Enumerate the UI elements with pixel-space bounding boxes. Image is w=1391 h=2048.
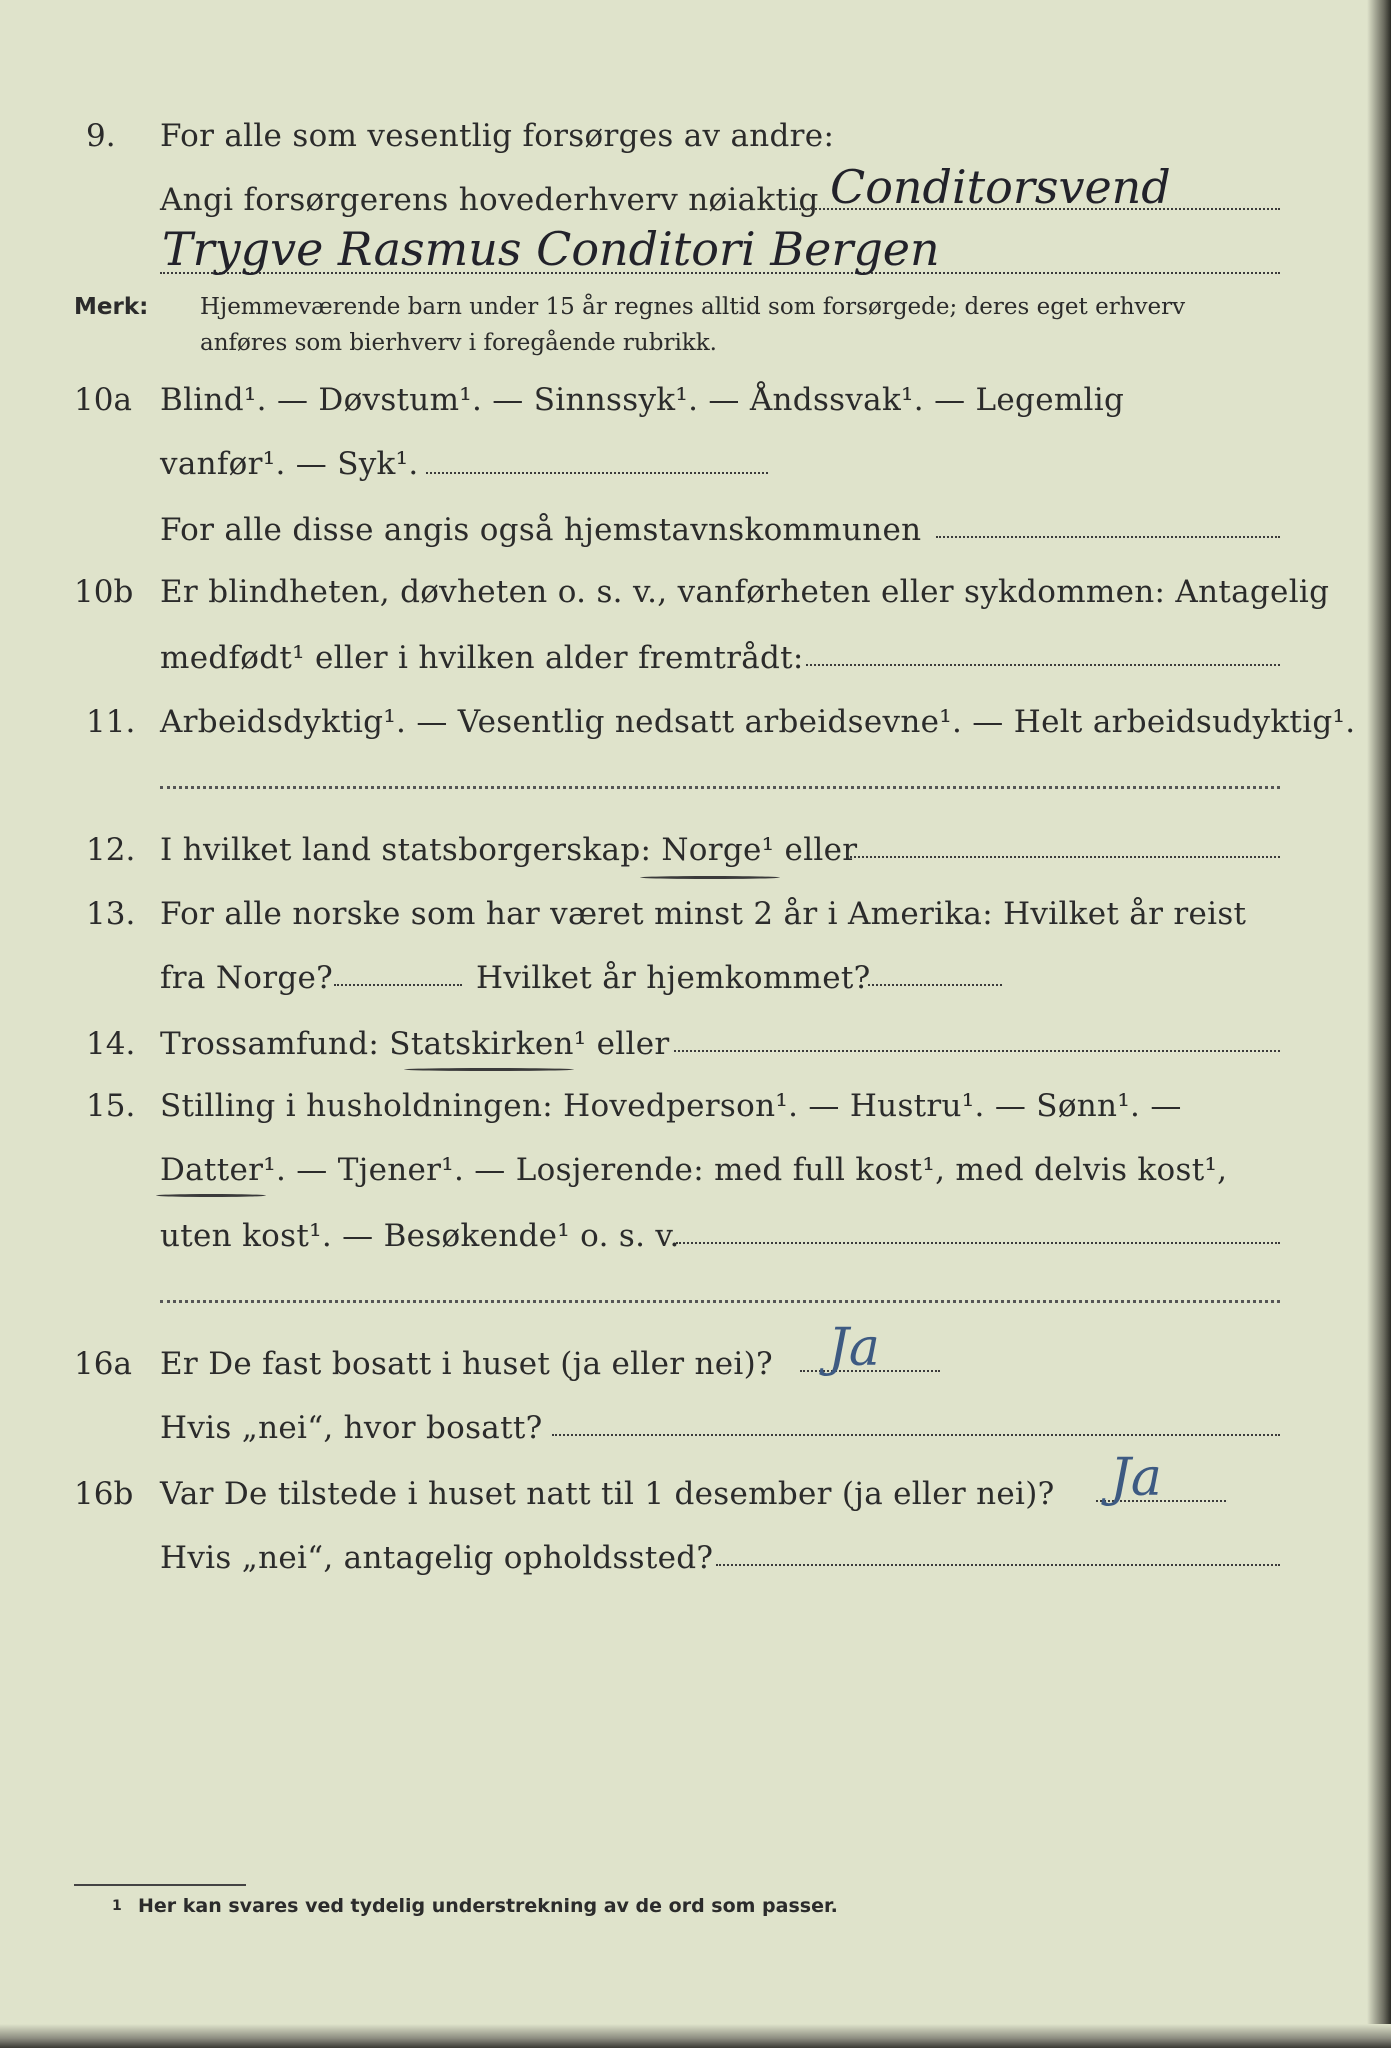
q10b-number: 10b — [74, 574, 134, 610]
q14-field[interactable] — [674, 1050, 1280, 1052]
q9-line2: Angi forsørgerens hovederhverv nøiaktig — [160, 182, 819, 218]
q16a-line2: Hvis „nei“, hvor bosatt? — [160, 1410, 543, 1446]
footnote-mark: 1 — [112, 1898, 122, 1914]
scan-edge-right — [1367, 0, 1391, 2048]
q9-handwritten-answer-line2: Trygve Rasmus Conditori Bergen — [162, 222, 940, 276]
statskirken-underline-mark — [404, 1068, 574, 1071]
q11-number: 11. — [86, 704, 136, 740]
q10b-field[interactable] — [806, 664, 1280, 666]
q10b-line2: medfødt¹ eller i hvilken alder fremtrådt: — [160, 640, 804, 676]
q15-line1: Stilling i husholdningen: Hovedperson¹. — Hustru¹. — Sønn¹. — — [160, 1088, 1182, 1124]
datter-underline-mark — [156, 1194, 266, 1197]
q15-number: 15. — [86, 1088, 136, 1124]
q12-field[interactable] — [850, 856, 1280, 858]
q12-line1: I hvilket land statsborgerskap: Norge¹ eller — [160, 832, 858, 868]
q9-line1: For alle som vesentlig forsørges av andre: — [160, 118, 835, 154]
q13-number: 13. — [86, 896, 136, 932]
q13-reist-field[interactable] — [334, 984, 462, 986]
q16b-line2: Hvis „nei“, antagelig opholdssted? — [160, 1540, 714, 1576]
q13-line2b: Hvilket år hjemkommet? — [476, 960, 871, 996]
q15-line3: uten kost¹. — Besøkende¹ o. s. v. — [160, 1218, 680, 1254]
q12-number: 12. — [86, 832, 136, 868]
q10a-syk-field[interactable] — [426, 472, 768, 474]
q16b-number: 16b — [74, 1476, 134, 1512]
q13-hjemkommet-field[interactable] — [868, 984, 1002, 986]
merk-label: Merk: — [74, 294, 149, 320]
q16b-handwritten-answer: Ja — [1110, 1448, 1162, 1508]
q15-field[interactable] — [676, 1242, 1280, 1244]
q9-handwritten-answer-line1: Conditorsvend — [830, 160, 1171, 214]
q10a-line3: For alle disse angis også hjemstavnskommunen — [160, 512, 922, 548]
merk-line2: anføres som bierhverv i foregående rubrikk. — [200, 330, 717, 356]
footnote-text: Her kan svares ved tydelig understrekning av de ord som passer. — [138, 1895, 838, 1917]
q15-extra-field[interactable] — [160, 1300, 1280, 1303]
q11-answer-field[interactable] — [160, 786, 1280, 789]
q14-line1: Trossamfund: Statskirken¹ eller — [160, 1026, 670, 1062]
q10a-line2: vanfør¹. — Syk¹. — [160, 446, 419, 482]
norge-underline-mark — [640, 876, 780, 879]
q16a-number: 16a — [74, 1346, 132, 1382]
q9-number: 9. — [86, 118, 116, 154]
q10b-line1: Er blindheten, døvheten o. s. v., vanførheten eller sykdommen: Antagelig — [160, 574, 1330, 610]
q16a-line1: Er De fast bosatt i huset (ja eller nei)? — [160, 1346, 773, 1382]
q15-line2: Datter¹. — Tjener¹. — Losjerende: med full kost¹, med delvis kost¹, — [160, 1152, 1228, 1188]
q13-line1: For alle norske som har været minst 2 år i Amerika: Hvilket år reist — [160, 896, 1247, 932]
scan-edge-bottom — [0, 2024, 1391, 2048]
q10a-hjemstavn-field[interactable] — [936, 536, 1280, 538]
footnote-divider — [74, 1884, 246, 1886]
q10a-line1: Blind¹. — Døvstum¹. — Sinnssyk¹. — Åndssvak¹. — Legemlig — [160, 382, 1125, 418]
q16b-opholdssted-field[interactable] — [716, 1564, 1280, 1566]
merk-line1: Hjemmeværende barn under 15 år regnes alltid som forsørgede; deres eget erhverv — [200, 294, 1186, 320]
q10a-number: 10a — [74, 382, 132, 418]
q13-line2a: fra Norge? — [160, 960, 334, 996]
q11-line1: Arbeidsdyktig¹. — Vesentlig nedsatt arbeidsevne¹. — Helt arbeidsudyktig¹. — [160, 704, 1356, 740]
q16b-line1: Var De tilstede i huset natt til 1 desember (ja eller nei)? — [160, 1476, 1055, 1512]
q14-number: 14. — [86, 1026, 136, 1062]
q16a-handwritten-answer: Ja — [828, 1318, 880, 1378]
q16a-bosatt-field[interactable] — [552, 1434, 1280, 1436]
